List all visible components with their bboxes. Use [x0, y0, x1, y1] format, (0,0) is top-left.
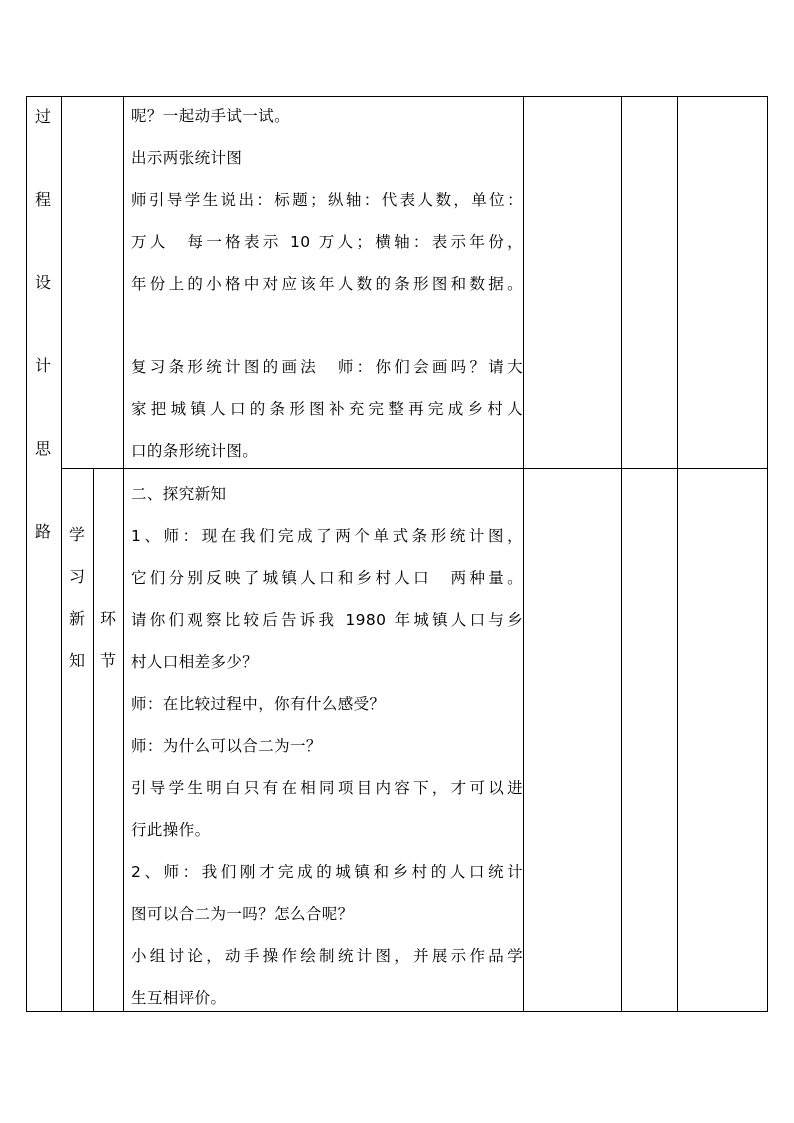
- column-divider-3: [123, 96, 124, 1012]
- content-line: 它们分别反映了城镇人口和乡村人口 两种量。: [131, 569, 523, 587]
- process-label-char: 计: [34, 356, 51, 375]
- content-line: 行此操作。: [131, 821, 211, 839]
- section-label-char: 学: [68, 525, 85, 544]
- column-divider-6: [677, 96, 678, 1012]
- stage-label-char: 节: [99, 651, 116, 670]
- content-line: 2、师：我们刚才完成的城镇和乡村的人口统计: [131, 863, 523, 881]
- process-label-char: 设: [34, 273, 51, 292]
- column-divider-5: [621, 96, 622, 1012]
- table-border-top: [26, 96, 768, 97]
- column-divider-4: [523, 96, 524, 1012]
- process-label-char: 思: [34, 439, 51, 458]
- content-line: 二、探究新知: [131, 485, 227, 503]
- row-divider: [61, 468, 768, 469]
- table-border-bottom: [26, 1011, 768, 1012]
- process-label-char: 路: [34, 522, 51, 541]
- content-line: 请你们观察比较后告诉我 1980 年城镇人口与乡: [131, 611, 523, 629]
- content-line: 家把城镇人口的条形图补充完整再完成乡村人: [131, 400, 523, 418]
- content-line: 师：在比较过程中，你有什么感受？: [131, 695, 386, 713]
- content-line: 复习条形统计图的画法 师：你们会画吗？请大: [131, 358, 523, 376]
- column-divider-1: [61, 96, 62, 1012]
- table-border-right: [767, 96, 768, 1012]
- table-border-left: [26, 96, 27, 1012]
- process-label-char: 过: [34, 107, 51, 126]
- content-line: 图可以合二为一吗？怎么合呢？: [131, 905, 354, 923]
- section-label-char: 知: [68, 651, 85, 670]
- column-divider-2: [93, 468, 94, 1012]
- section-label-char: 习: [68, 567, 85, 586]
- content-line: 呢？一起动手试一试。: [131, 107, 291, 125]
- content-line: 师：为什么可以合二为一？: [131, 737, 322, 755]
- content-line: 师引导学生说出：标题；纵轴：代表人数，单位：: [131, 191, 523, 209]
- content-line: 出示两张统计图: [131, 149, 243, 167]
- content-line: 口的条形统计图。: [131, 442, 259, 460]
- content-line: 小组讨论，动手操作绘制统计图，并展示作品学: [131, 947, 523, 965]
- stage-label-char: 环: [99, 609, 116, 628]
- section-label-char: 新: [68, 609, 85, 628]
- content-line: 万人 每一格表示 10 万人；横轴：表示年份，: [131, 233, 523, 251]
- process-label-char: 程: [34, 190, 51, 209]
- content-line: 1、师：现在我们完成了两个单式条形统计图，: [131, 527, 523, 545]
- content-line: 引导学生明白只有在相同项目内容下，才可以进: [131, 779, 523, 797]
- content-line: 生互相评价。: [131, 989, 227, 1007]
- content-line: 年份上的小格中对应该年人数的条形图和数据。: [131, 275, 523, 293]
- content-line: 村人口相差多少？: [131, 653, 259, 671]
